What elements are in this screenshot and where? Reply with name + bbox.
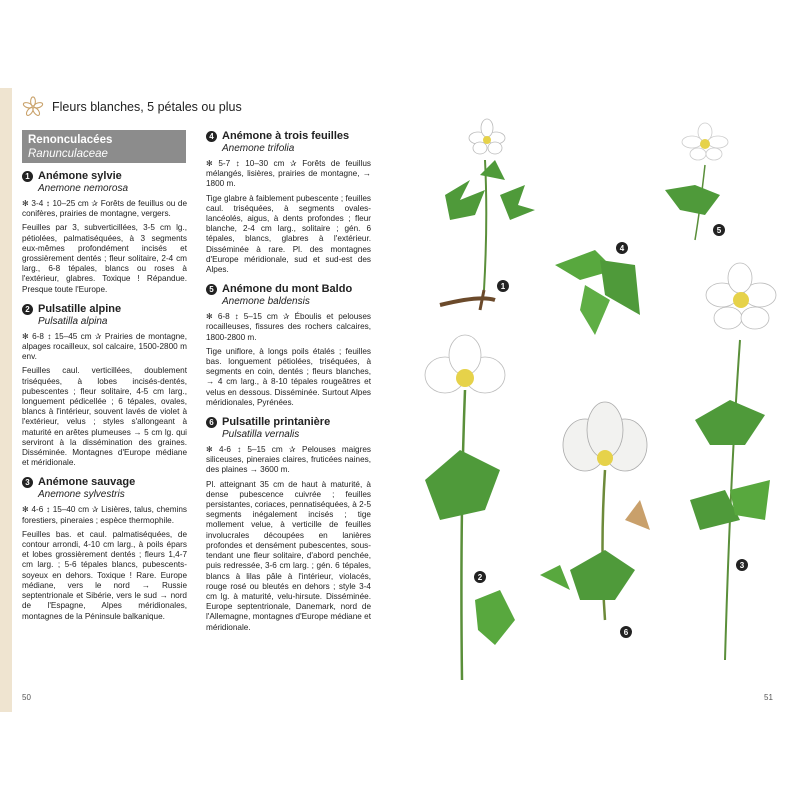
section-header (22, 96, 242, 118)
number-badge: 5 (206, 284, 217, 295)
species-info: ✻ 4-6 ↕ 5–15 cm ✰ Pelouses maigres siliceuses, pineraies claires, fruticées naines, des plaines → 3600 m. (206, 445, 371, 475)
species-description: Tige glabre à faiblement pubescente ; feuilles caul. triséquées, à segments ovales-lancéolés, aigus, à dents profondes ; fleur blanche, 2-4 cm larg., solitaire ; gén. 6 tépales, blancs, glabres à l'extérieur. Disséminée à rare. Pl. des montagnes d'Europe méridionale, sud et sud-est des Alpes. (206, 193, 371, 275)
species-info: ✻ 6-8 ↕ 5–15 cm ✰ Éboulis et pelouses rocailleuses, fissures des rochers calcaires, 1800-2800 m. (206, 312, 371, 342)
botanical-illustration (400, 100, 800, 700)
plant-anemone-baldensis (665, 123, 728, 240)
species-info: ✻ 5-7 ↕ 10–30 cm ✰ Forêts de feuillus mélangés, lisières, prairies de montagne, → 1800 m. (206, 159, 371, 189)
species-name: Anémone à trois feuilles (222, 130, 350, 142)
svg-text:5: 5 (716, 226, 722, 235)
marker-2 (474, 571, 486, 583)
species-name: Pulsatille printanière (222, 416, 331, 429)
species-entry-5 (206, 283, 371, 408)
species-latin: Anemone sylvestris (38, 489, 125, 501)
species-info: ✻ 4-6 ↕ 15–40 cm ✰ Lisières, talus, chemins forestiers, pineraies ; espèce thermophile. (22, 505, 187, 525)
number-badge: 1 (22, 171, 33, 182)
species-latin: Anemone trifolia (222, 143, 295, 154)
plant-anemone-trifolia-leaf (555, 250, 640, 335)
page-number-left: 50 (22, 693, 31, 702)
section-title: Fleurs blanches, 5 pétales ou plus (52, 100, 242, 114)
species-name: Pulsatille alpine (38, 302, 122, 315)
marker-4 (616, 242, 628, 254)
species-info: ✻ 6-8 ↕ 15–45 cm ✰ Prairies de montagne, alpages rocailleux, sol calcaire, 1500-2800 m env. (22, 331, 187, 362)
number-badge: 2 (22, 304, 33, 315)
number-badge: 4 (206, 131, 217, 142)
svg-text:1: 1 (500, 282, 506, 291)
text-column-right (206, 130, 371, 641)
plant-anemone-nemorosa (440, 119, 535, 310)
species-description: Feuilles caul. verticillées, doublement triséquées, à lobes incisés-dentés, pubescentes ; fleur solitaire, 4-5 cm larg., longuement pédicellée ; 6 tépales, ovales, blancs à l'intérieur, souvent lavés de violet à l'extérieur, velus ; styles s'allongeant à maturité en arêtes plumeuses → 5 cm lg. qui serviront à la dissémination des graines. Disséminée. Montagnes d'Europe médiane et méridionale. (22, 366, 187, 468)
species-latin: Anemone baldensis (222, 296, 310, 308)
species-latin: Pulsatilla vernalis (222, 429, 300, 441)
svg-text:3: 3 (739, 561, 745, 570)
number-badge: 3 (22, 477, 33, 488)
page-spine (0, 88, 12, 712)
marker-1 (497, 280, 509, 292)
species-entry-6 (206, 416, 371, 633)
family-box (22, 130, 186, 163)
species-entry-2 (22, 303, 187, 469)
plant-anemone-sylvestris (690, 263, 776, 660)
species-description: Feuilles par 3, subverticillées, 3-5 cm lg., pétiolées, palmatiséquées, à 3 segments eux-mêmes profondément incisés et grossièrement dentés ; fleur solitaire, 2-4 cm larg., 6-8 tépales, blancs ou roses à l'extérieur, glabres. Toxique ! Répandue. Presque toute l'Europe. (22, 223, 187, 294)
species-entry-1 (22, 170, 187, 295)
species-name: Anémone du mont Baldo (222, 283, 353, 296)
svg-text:4: 4 (619, 244, 625, 253)
species-entry-4 (206, 130, 371, 275)
species-name: Anémone sauvage (38, 476, 136, 489)
svg-text:2: 2 (477, 573, 483, 582)
family-name: Renonculacées (28, 134, 113, 146)
family-latin: Ranunculaceae (28, 148, 108, 160)
marker-5 (713, 224, 725, 236)
number-badge: 6 (206, 417, 217, 428)
marker-3 (736, 559, 748, 571)
marker-6 (620, 626, 632, 638)
species-description: Feuilles bas. et caul. palmatiséquées, de contour arrondi, 4-10 cm larg., à poils épars et lobes grossièrement dentés ; fleurs 1,4-7 cm larg. ; 5-6 tépales blancs, pubescents-soyeux en dehors. Toxique ! Rare. Europe médiane, vers le nord → Russie septentrionale et Sibérie, vers le sud → nord de l'Espagne, Alpes méridionales, montagnes de la Péninsule balkanique. (22, 529, 187, 621)
species-name: Anémone sylvie (38, 170, 122, 182)
svg-text:6: 6 (623, 628, 629, 637)
flower-outline-icon (22, 96, 44, 118)
species-description: Pl. atteignant 35 cm de haut à maturité, à dense pubescence cuivrée ; feuilles persistantes, coriaces, pennatiséquées, à 2-5 segments inégalement incisés ; tige mollement velue, à verticille de feuilles involucrales découpées en lanières profondes et densément pubescentes, sous-tendant une fleur solitaire, d'abord penchée, puis redressée, 3-6 cm larg. ; gén. 6 tépales, blancs à lilas pâle à l'intérieur, violacés, rouge rosé ou bleutés en dehors ; style 3-4 cm lg. à maturité, velu-hirsute. Disséminée. Europe septentrionale, Danemark, nord de l'Allemagne, montagnes d'Europe médiane et méridionale. (206, 479, 371, 632)
species-latin: Pulsatilla alpina (38, 315, 108, 327)
text-column-left (22, 170, 187, 630)
species-entry-3 (22, 476, 187, 621)
species-info: ✻ 3-4 ↕ 10–25 cm ✰ Forêts de feuillus ou de conifères, prairies de montagne, vergers. (22, 199, 187, 219)
page-number-right: 51 (764, 693, 773, 702)
species-latin: Anemone nemorosa (38, 183, 129, 194)
plant-pulsatilla-vernalis (540, 402, 650, 620)
plant-pulsatilla-alpina (425, 335, 515, 680)
species-description: Tige uniflore, à longs poils étalés ; feuilles bas. longuement pétiolées, triséquées, à segments en coin, dentés ; fleurs blanches, → 4 cm larg., à 8-10 tépales rougeâtres et velus en dessous. Disséminée. Surtout Alpes méridionales, Pyrénées. (206, 346, 371, 407)
